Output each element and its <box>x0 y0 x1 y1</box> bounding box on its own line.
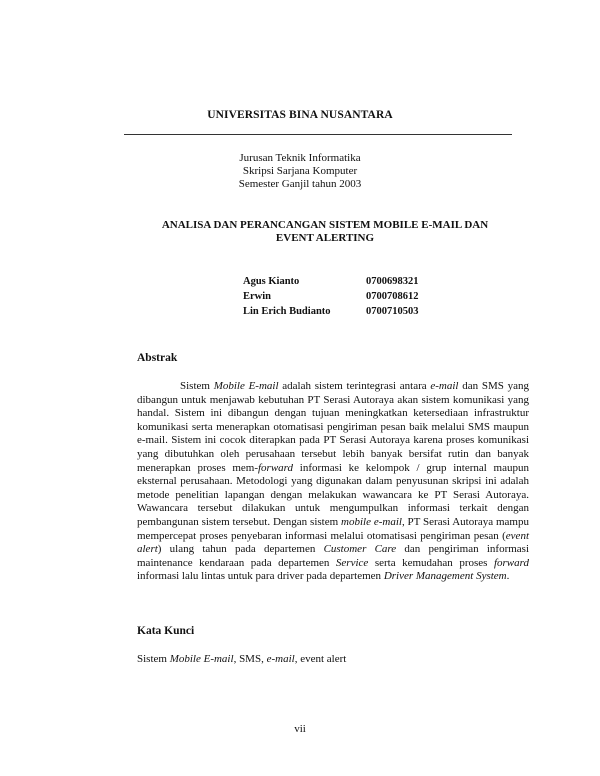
text-run: serta kemudahan proses <box>368 556 494 569</box>
author-id: 0700698321 <box>366 276 419 287</box>
abstract-heading: Abstrak <box>137 352 178 364</box>
italic-text: e-mail <box>266 653 295 665</box>
italic-text: Mobile E-mail <box>169 653 234 665</box>
title-line: ANALISA DAN PERANCANGAN SISTEM MOBILE E-MAIL DAN <box>161 219 489 231</box>
text-run: informasi lalu lintas untuk para driver pada departemen <box>137 570 384 583</box>
text-run: Sistem <box>137 653 170 665</box>
university-name: UNIVERSITAS BINA NUSANTARA <box>207 109 393 121</box>
text-run: adalah sistem terintegrasi antara <box>278 380 431 392</box>
page-number: vii <box>294 723 306 735</box>
italic-text: mobile e-mail <box>341 515 402 528</box>
abstract-paragraph <box>137 380 529 584</box>
author-name: Agus Kianto <box>243 276 300 287</box>
keywords-heading: Kata Kunci <box>137 625 195 637</box>
department-block <box>0 152 600 191</box>
author-row <box>243 304 419 319</box>
text-run: dan pengiriman informasi maintenance kendaraan pada departemen <box>137 543 530 569</box>
abstract-body <box>137 380 529 584</box>
italic-text: Mobile E-mail <box>213 380 279 392</box>
text-run: , event alert <box>294 653 347 665</box>
author-name: Erwin <box>243 291 272 302</box>
semester-line: Semester Ganjil tahun 2003 <box>238 178 362 190</box>
author-name: Lin Erich Budianto <box>243 306 331 317</box>
text-run: , SMS, <box>233 653 267 665</box>
text-run: informasi ke kelompok / grup internal maupun eksternal perusahaan. Metodologi yang digunakan dalam penyusunan skripsi ini adalah metode penelitian lapangan dengan melakukan wawancara ke PT Serasi Autoraya. Wawancara tersebut dilakukan untuk mengumpulkan informasi terkait dengan pembangunan sistem tersebut. Dengan sistem <box>137 461 530 528</box>
author-id: 0700708612 <box>366 291 419 302</box>
italic-text: Customer Care <box>323 543 397 556</box>
text-run: . <box>506 570 510 583</box>
text-run: Sistem <box>180 380 214 392</box>
author-id: 0700710503 <box>366 306 419 317</box>
thesis-title <box>130 219 520 245</box>
italic-text: Driver Management System <box>383 570 507 583</box>
title-line: EVENT ALERTING <box>275 232 375 244</box>
author-list <box>243 274 419 319</box>
department-line: Jurusan Teknik Informatika <box>239 152 361 164</box>
author-row <box>243 274 419 289</box>
italic-text: forward <box>258 461 294 474</box>
text-run: , PT Serasi Autoraya mampu mempercepat proses penyebaran informasi melalui otomatisasi pengiriman pesan ( <box>137 515 529 542</box>
program-line: Skripsi Sarjana Komputer <box>242 165 358 177</box>
italic-text: event alert <box>137 529 529 556</box>
italic-text: Service <box>335 556 369 569</box>
header-divider <box>124 134 512 135</box>
italic-text: forward <box>493 556 529 569</box>
author-row <box>243 289 419 304</box>
text-run: dan SMS yang dibangun untuk menjawab kebutuhan PT Serasi Autoraya akan sistem komunikasi yang handal. Sistem ini dibangun dengan tujuan meningkatkan ketersediaan infrastruktur komunikasi serta menerapkan otomatisasi pengiriman pesan baik melalui SMS maupun e-mail. Sistem ini cocok diterapkan pada PT Serasi Autoraya karena proses komunikasi yang dibutuhkan oleh perusahaan tersebut lebih banyak bersifat rutin dan banyak menerapkan proses mem- <box>137 380 529 474</box>
italic-text: e-mail <box>430 380 459 392</box>
text-run: ) ulang tahun pada departemen <box>157 543 324 556</box>
keywords-text <box>137 653 346 665</box>
